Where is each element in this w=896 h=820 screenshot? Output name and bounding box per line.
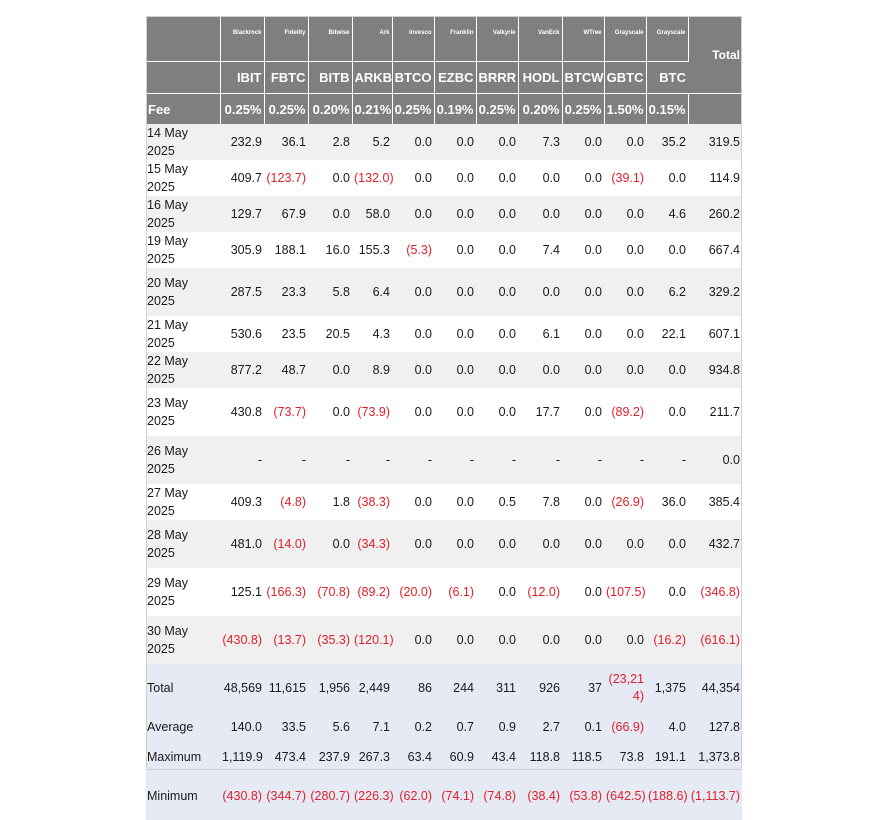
summary-cell: 2.7 [518,712,562,742]
flow-cell: 0.0 [562,616,604,664]
summary-cell: 244 [434,664,476,712]
flow-cell: (107.5) [604,568,646,616]
flow-cell: 0.0 [562,388,604,436]
table-row [146,484,742,520]
summary-cell: (62.0) [392,772,434,820]
flow-cell: 0.0 [518,616,562,664]
flow-cell: 2.8 [308,124,352,160]
summary-cell: 0.2 [392,712,434,742]
summary-cell: 1,375 [646,664,688,712]
row-date: 14 May 2025 [146,124,220,160]
ticker-symbol: BTCW [562,62,604,94]
flow-cell: (4.8) [264,484,308,520]
flow-cell: 1.8 [308,484,352,520]
flow-cell: 430.8 [220,388,264,436]
summary-cell: 191.1 [646,742,688,772]
flow-cell: 0.0 [562,160,604,196]
flow-cell: - [392,436,434,484]
flow-cell: 0.0 [308,160,352,196]
summary-cell: 5.6 [308,712,352,742]
table-row [146,352,742,388]
summary-cell: (38.4) [518,772,562,820]
row-date: 23 May 2025 [146,388,220,436]
flow-cell: - [562,436,604,484]
flow-cell: 530.6 [220,316,264,352]
row-total: (616.1) [688,616,742,664]
flow-cell: 0.5 [476,484,518,520]
flow-cell: 0.0 [518,520,562,568]
ticker-symbol: BITB [308,62,352,94]
flow-cell: 0.0 [562,316,604,352]
flow-cell: (38.3) [352,484,392,520]
flow-cell: - [604,436,646,484]
fee-row [146,94,742,125]
issuer-name: Fidelity [264,16,308,62]
flow-cell: 0.0 [604,352,646,388]
flow-cell: 0.0 [476,616,518,664]
flow-cell: 0.0 [434,232,476,268]
summary-cell: 0.1 [562,712,604,742]
row-date: 20 May 2025 [146,268,220,316]
flow-cell: 0.0 [646,352,688,388]
fee-value: 0.19% [434,94,476,125]
flow-cell: 6.1 [518,316,562,352]
flow-cell: 0.0 [646,160,688,196]
flow-cell: 287.5 [220,268,264,316]
total-column-header: Total [688,16,742,94]
flow-cell: 0.0 [392,616,434,664]
summary-total: 44,354 [688,664,742,712]
summary-cell: (23,214) [604,664,646,712]
ticker-row [146,62,742,94]
summary-cell: (74.8) [476,772,518,820]
flow-cell: (73.7) [264,388,308,436]
row-date: 22 May 2025 [146,352,220,388]
row-total: 211.7 [688,388,742,436]
flow-cell: - [264,436,308,484]
table-row [146,388,742,436]
flow-cell: 36.1 [264,124,308,160]
flow-cell: 0.0 [476,232,518,268]
issuer-corner [146,16,220,62]
summary-cell: 33.5 [264,712,308,742]
flow-cell: 0.0 [604,520,646,568]
summary-cell: 48,569 [220,664,264,712]
ticker-symbol: BTC [646,62,688,94]
summary-cell: 1,119.9 [220,742,264,772]
summary-label: Maximum [146,742,220,772]
summary-cell: 311 [476,664,518,712]
flow-cell: - [308,436,352,484]
flow-cell: 0.0 [434,196,476,232]
flow-cell: 0.0 [392,268,434,316]
ticker-symbol: HODL [518,62,562,94]
summary-cell: 926 [518,664,562,712]
flow-cell: 0.0 [392,124,434,160]
summary-cell: 118.8 [518,742,562,772]
summary-cell: 60.9 [434,742,476,772]
flow-cell: 23.5 [264,316,308,352]
summary-cell: 37 [562,664,604,712]
summary-cell: 237.9 [308,742,352,772]
row-date: 26 May 2025 [146,436,220,484]
flow-cell: 0.0 [434,316,476,352]
summary-cell: 7.1 [352,712,392,742]
flow-cell: 5.8 [308,268,352,316]
summary-cell: (344.7) [264,772,308,820]
flow-cell: 877.2 [220,352,264,388]
issuer-row [146,16,742,62]
table-row [146,196,742,232]
summary-total: (1,113.7) [688,772,742,820]
row-date: 15 May 2025 [146,160,220,196]
flow-cell: - [518,436,562,484]
flow-cell: 0.0 [476,316,518,352]
flow-cell: 0.0 [476,196,518,232]
row-total: 329.2 [688,268,742,316]
row-date: 19 May 2025 [146,232,220,268]
flow-cell: 0.0 [562,352,604,388]
summary-cell: (226.3) [352,772,392,820]
flow-cell: - [646,436,688,484]
summary-cell: 118.5 [562,742,604,772]
summary-row [146,664,742,712]
summary-row [146,742,742,772]
flow-cell: 0.0 [604,196,646,232]
ticker-symbol: IBIT [220,62,264,94]
issuer-name: Bitwise [308,16,352,62]
summary-cell: 2,449 [352,664,392,712]
flow-cell: 17.7 [518,388,562,436]
issuer-name: Invesco [392,16,434,62]
flow-cell: 0.0 [308,388,352,436]
fee-value: 0.25% [562,94,604,125]
row-total: 667.4 [688,232,742,268]
flow-cell: 232.9 [220,124,264,160]
flow-cell: 0.0 [562,232,604,268]
flow-cell: 6.4 [352,268,392,316]
fee-total-blank [688,94,742,125]
flow-cell: 7.3 [518,124,562,160]
issuer-name: Grayscale [646,16,688,62]
flow-cell: 0.0 [476,124,518,160]
row-total: 607.1 [688,316,742,352]
flow-cell: 0.0 [646,232,688,268]
flow-cell: (34.3) [352,520,392,568]
flow-cell: 155.3 [352,232,392,268]
flow-cell: (26.9) [604,484,646,520]
summary-cell: (642.5) [604,772,646,820]
table-row [146,520,742,568]
flow-cell: 0.0 [604,316,646,352]
flow-cell: 0.0 [476,160,518,196]
summary-label: Average [146,712,220,742]
flow-cell: 7.4 [518,232,562,268]
flow-cell: - [476,436,518,484]
fee-value: 0.25% [220,94,264,125]
flow-cell: 188.1 [264,232,308,268]
summary-cell: (188.6) [646,772,688,820]
flow-cell: 0.0 [562,268,604,316]
flow-cell: (73.9) [352,388,392,436]
row-total: 432.7 [688,520,742,568]
table-row [146,568,742,616]
flow-cell: 0.0 [434,520,476,568]
flow-cell: 5.2 [352,124,392,160]
flow-cell: 481.0 [220,520,264,568]
summary-cell: 43.4 [476,742,518,772]
row-date: 30 May 2025 [146,616,220,664]
flow-cell: 16.0 [308,232,352,268]
fee-value: 0.15% [646,94,688,125]
row-total: 114.9 [688,160,742,196]
flow-cell: (39.1) [604,160,646,196]
flow-cell: 0.0 [604,268,646,316]
flow-cell: (123.7) [264,160,308,196]
table-row [146,268,742,316]
flow-cell: (89.2) [352,568,392,616]
flow-cell: (13.7) [264,616,308,664]
summary-cell: 267.3 [352,742,392,772]
flow-cell: 0.0 [476,388,518,436]
row-total: 260.2 [688,196,742,232]
table-body [146,124,742,664]
flow-cell: (132.0) [352,160,392,196]
fee-value: 0.25% [264,94,308,125]
flow-cell: (70.8) [308,568,352,616]
flow-cell: 0.0 [392,316,434,352]
table-row [146,124,742,160]
fee-value: 1.50% [604,94,646,125]
summary-cell: 0.9 [476,712,518,742]
flow-cell: 20.5 [308,316,352,352]
flow-cell: 8.9 [352,352,392,388]
ticker-corner [146,62,220,94]
flow-cell: - [434,436,476,484]
summary-cell: 63.4 [392,742,434,772]
summary-total: 1,373.8 [688,742,742,772]
summary-cell: 473.4 [264,742,308,772]
flow-cell: 0.0 [476,520,518,568]
flow-cell: 4.3 [352,316,392,352]
row-total: 0.0 [688,436,742,484]
row-date: 29 May 2025 [146,568,220,616]
flow-cell: (16.2) [646,616,688,664]
table-row [146,232,742,268]
flow-cell: 409.3 [220,484,264,520]
flow-cell: 0.0 [604,616,646,664]
flow-cell: 0.0 [604,124,646,160]
flow-cell: 0.0 [562,520,604,568]
flow-cell: 0.0 [518,196,562,232]
summary-cell: 86 [392,664,434,712]
summary-cell: 140.0 [220,712,264,742]
table-row [146,160,742,196]
issuer-name: WTree [562,16,604,62]
flow-cell: 0.0 [476,352,518,388]
summary-cell: (53.8) [562,772,604,820]
row-total: 934.8 [688,352,742,388]
fee-value: 0.25% [392,94,434,125]
summary-label: Minimum [146,772,220,820]
flow-cell: 0.0 [434,124,476,160]
ticker-symbol: BRRR [476,62,518,94]
issuer-name: Grayscale [604,16,646,62]
flow-cell: 125.1 [220,568,264,616]
flow-cell: (5.3) [392,232,434,268]
flow-cell: 0.0 [604,232,646,268]
issuer-name: Blackrock [220,16,264,62]
row-total: (346.8) [688,568,742,616]
fee-value: 0.25% [476,94,518,125]
flow-cell: 0.0 [392,520,434,568]
row-total: 385.4 [688,484,742,520]
flow-cell: 4.6 [646,196,688,232]
issuer-name: Ark [352,16,392,62]
ticker-symbol: BTCO [392,62,434,94]
summary-cell: (280.7) [308,772,352,820]
summary-cell: 4.0 [646,712,688,742]
table-row [146,316,742,352]
etf-flows-table [146,16,742,820]
flow-cell: (20.0) [392,568,434,616]
ticker-symbol: FBTC [264,62,308,94]
flow-cell: 35.2 [646,124,688,160]
fee-value: 0.20% [308,94,352,125]
flow-cell: 48.7 [264,352,308,388]
flow-cell: (430.8) [220,616,264,664]
summary-cell: 11,615 [264,664,308,712]
fee-value: 0.21% [352,94,392,125]
flow-cell: (12.0) [518,568,562,616]
summary-row [146,772,742,820]
flow-cell: 23.3 [264,268,308,316]
flow-cell: 67.9 [264,196,308,232]
flow-cell: 409.7 [220,160,264,196]
flow-cell: 0.0 [518,352,562,388]
issuer-name: Franklin [434,16,476,62]
flow-cell: 0.0 [434,484,476,520]
flow-cell: 0.0 [308,520,352,568]
summary-cell: (66.9) [604,712,646,742]
ticker-symbol: EZBC [434,62,476,94]
row-total: 319.5 [688,124,742,160]
flow-cell: 0.0 [646,568,688,616]
fee-label: Fee [146,94,220,125]
flow-cell: 0.0 [392,196,434,232]
flow-cell: 0.0 [308,196,352,232]
row-date: 16 May 2025 [146,196,220,232]
flow-cell: 0.0 [562,124,604,160]
flow-cell: - [352,436,392,484]
flow-cell: 6.2 [646,268,688,316]
flow-cell: - [220,436,264,484]
flow-cell: 0.0 [434,388,476,436]
flow-cell: 0.0 [392,484,434,520]
table-header [146,16,742,124]
flow-cell: 22.1 [646,316,688,352]
flow-cell: (166.3) [264,568,308,616]
ticker-symbol: GBTC [604,62,646,94]
table-row [146,436,742,484]
summary-cell: (74.1) [434,772,476,820]
summary-row [146,712,742,742]
table-summary [146,664,742,820]
row-date: 21 May 2025 [146,316,220,352]
row-date: 28 May 2025 [146,520,220,568]
summary-label: Total [146,664,220,712]
flow-cell: 0.0 [562,484,604,520]
flow-cell: 0.0 [562,196,604,232]
issuer-name: Valkyrie [476,16,518,62]
flow-cell: (89.2) [604,388,646,436]
flow-cell: 0.0 [392,352,434,388]
flow-cell: 7.8 [518,484,562,520]
ticker-symbol: ARKB [352,62,392,94]
summary-cell: 0.7 [434,712,476,742]
flow-cell: 0.0 [434,616,476,664]
summary-cell: 73.8 [604,742,646,772]
flow-cell: 305.9 [220,232,264,268]
flow-cell: 0.0 [434,160,476,196]
table-row [146,616,742,664]
flow-cell: 0.0 [308,352,352,388]
flow-cell: 129.7 [220,196,264,232]
flow-cell: 0.0 [646,520,688,568]
fee-value: 0.20% [518,94,562,125]
flow-cell: 36.0 [646,484,688,520]
flow-cell: (35.3) [308,616,352,664]
flow-cell: (120.1) [352,616,392,664]
flow-cell: 0.0 [434,268,476,316]
flow-cell: 0.0 [392,388,434,436]
flow-cell: 0.0 [518,160,562,196]
flow-cell: 0.0 [518,268,562,316]
flow-cell: 58.0 [352,196,392,232]
summary-cell: (430.8) [220,772,264,820]
row-date: 27 May 2025 [146,484,220,520]
summary-cell: 1,956 [308,664,352,712]
flow-cell: 0.0 [476,568,518,616]
flow-cell: 0.0 [562,568,604,616]
flow-cell: (6.1) [434,568,476,616]
issuer-name: VanEck [518,16,562,62]
flow-cell: 0.0 [476,268,518,316]
flow-cell: 0.0 [646,388,688,436]
summary-total: 127.8 [688,712,742,742]
flow-cell: 0.0 [434,352,476,388]
flow-cell: (14.0) [264,520,308,568]
flow-cell: 0.0 [392,160,434,196]
